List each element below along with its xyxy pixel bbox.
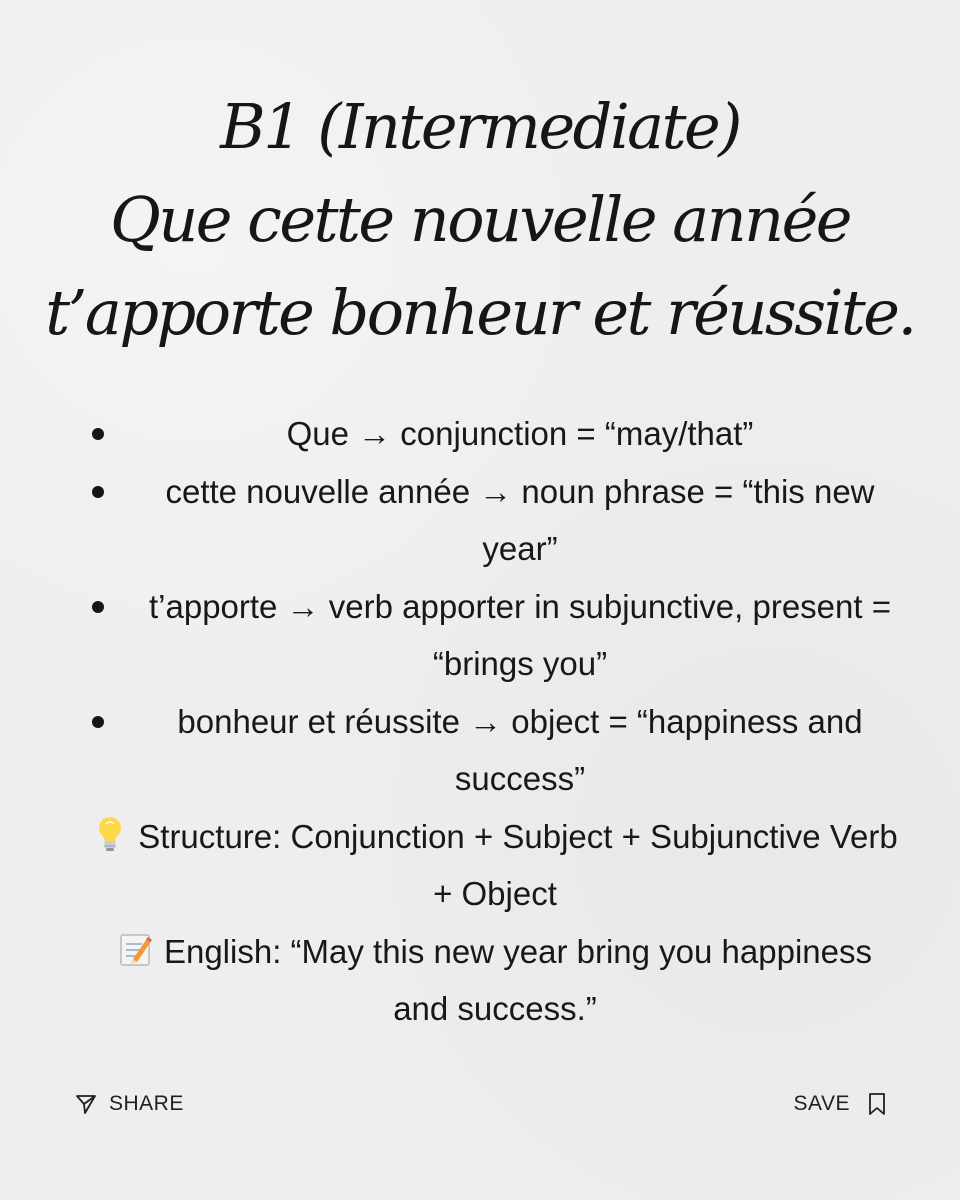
- title-phrase-line-1: Que cette nouvelle année: [110, 183, 850, 256]
- structure-note: [80, 808, 910, 923]
- bookmark-icon: [868, 1092, 886, 1116]
- share-button[interactable]: [75, 1092, 184, 1116]
- list-item-text: t’apporte → verb apporter in subjunctive, present = “brings you”: [148, 587, 891, 682]
- title-phrase-line-2: t’apporte bonheur et réussite.: [45, 276, 915, 349]
- structure-note-text: Structure: Conjunction + Subject + Subjunctive Verb + Object: [138, 817, 898, 912]
- footer-actions: [0, 1086, 960, 1126]
- list-item: [80, 463, 910, 578]
- list-item-text: cette nouvelle année → noun phrase = “this new year”: [165, 472, 875, 567]
- list-item: [80, 578, 910, 693]
- list-item: [80, 405, 910, 463]
- english-note: [80, 923, 910, 1038]
- save-label: SAVE: [793, 1092, 850, 1115]
- share-label: SHARE: [109, 1092, 184, 1115]
- list-item: [80, 693, 910, 808]
- breakdown-content: [80, 405, 910, 1038]
- send-icon: [75, 1093, 97, 1115]
- lightbulb-icon: [92, 814, 128, 854]
- memo-pencil-icon: [118, 929, 154, 969]
- page-title: [40, 80, 920, 359]
- save-button[interactable]: [794, 1092, 886, 1116]
- list-item-text: bonheur et réussite → object = “happiness and success”: [177, 702, 863, 797]
- english-note-text: English: “May this new year bring you happiness and success.”: [163, 932, 873, 1027]
- breakdown-list: [80, 405, 910, 808]
- title-level: B1 (Intermediate): [220, 90, 740, 163]
- list-item-text: Que → conjunction = “may/that”: [286, 415, 754, 452]
